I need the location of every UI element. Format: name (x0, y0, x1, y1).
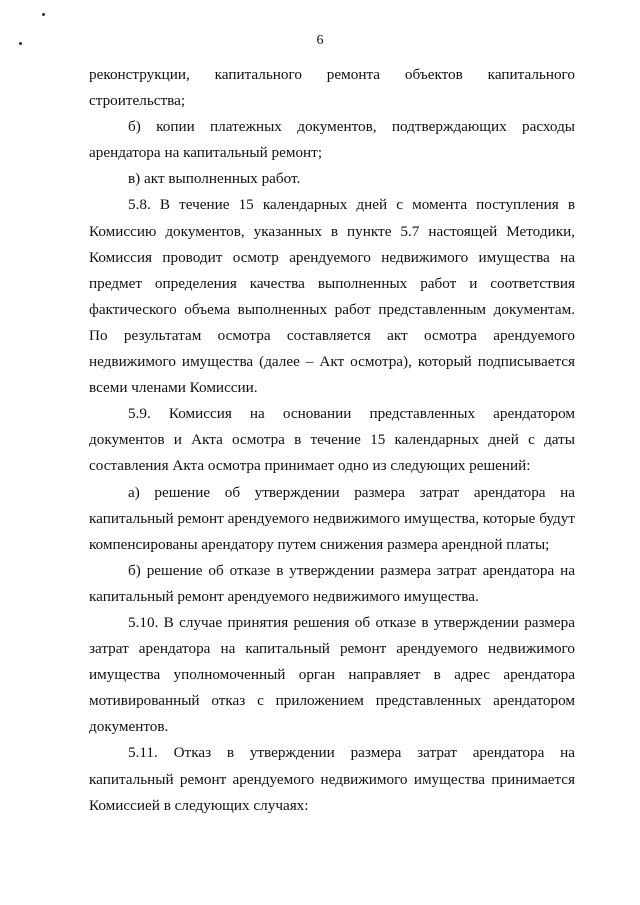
page-number: 6 (316, 33, 324, 48)
paragraph-5-8: 5.8. В течение 15 календарных дней с момента поступления в Комиссию документов, указанных в пункте 5.7 настоящей Методики, Комиссия проводит осмотр арендуемого недвижимого имущества на предмет определения качества выполненных работ и соответствия фактического объема выполненных работ представленным документам. По результатам осмотра составляется акт осмотра арендуемого недвижимого имущества (далее – Акт осмотра), который подписывается всеми членами Комиссии. (89, 196, 575, 397)
scan-speck-mark (42, 13, 45, 16)
paragraph-item-v-work-act: в) акт выполненных работ. (128, 170, 301, 188)
paragraph-item-b-payment-docs: б) копии платежных документов, подтверждающих расходы арендатора на капитальный ремонт; (89, 118, 575, 162)
paragraph-5-11: 5.11. Отказ в утверждении размера затрат арендатора на капитальный ремонт арендуемого недвижимого имущества принимается Комиссией в следующих случаях: (89, 744, 575, 814)
paragraph-decision-b: б) решение об отказе в утверждении размера затрат арендатора на капитальный ремонт арендуемого недвижимого имущества. (89, 561, 575, 605)
paragraph-decision-a: а) решение об утверждении размера затрат арендатора на капитальный ремонт арендуемого недвижимого имущества, которые будут компенсированы арендатору путем снижения размера арендной платы; (89, 483, 575, 553)
body-text (89, 62, 575, 819)
paragraph-5-9: 5.9. Комиссия на основании представленных арендатором документов и Акта осмотра в течение 15 календарных дней с даты составления Акта осмотра принимает одно из следующих решений: (89, 405, 575, 475)
paragraph-continuation: реконструкции, капитального ремонта объектов капитального строительства; (89, 66, 575, 110)
paragraph-5-10: 5.10. В случае принятия решения об отказе в утверждении размера затрат арендатора на капитальный ремонт арендуемого недвижимого имущества уполномоченный орган направляет в адрес арендатора мотивированный отказ с приложением представленных арендатором документов. (89, 613, 575, 736)
